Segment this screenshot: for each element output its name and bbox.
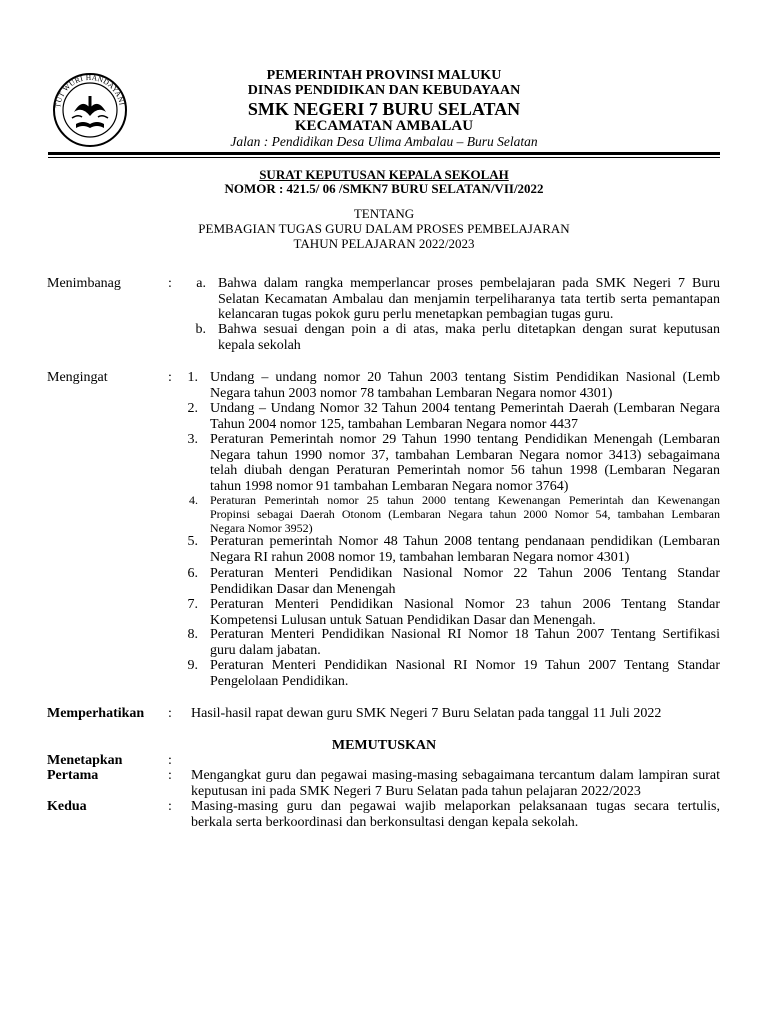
list-marker: 8. (187, 627, 198, 642)
list-item-mengingat-5 (210, 534, 720, 565)
list-marker: a. (196, 276, 206, 291)
pertama-text (191, 768, 720, 799)
text-line: tahun 1998 nomor 91 tambahan Lembaran Negara nomor 3764) (210, 478, 569, 494)
decree-title: SURAT KEPUTUSAN KEPALA SEKOLAH (259, 167, 509, 182)
text-line: kelancaran tugas pokok guru perlu menetapkan pembagian tugas guru. (218, 307, 614, 322)
list-marker: 2. (187, 401, 198, 416)
decree-number: NOMOR : 421.5/ 06 /SMKN7 BURU SELATAN/VII/2022 (224, 181, 544, 196)
list-marker: 6. (187, 566, 198, 581)
decree-subject-2: TAHUN PELAJARAN 2022/2023 (293, 236, 475, 251)
list-item-menimbang-a (218, 276, 720, 323)
section-label-memperhatikan: Memperhatikan (47, 706, 145, 721)
text-line: Kompetensi Lulusan untuk Satuan Pendidikan Dasar dan Menengah. (210, 612, 596, 628)
text-line: Selatan Kecamatan Ambalau dan menjamin terpeliharanya tata tertib serta pemantapan (218, 291, 720, 307)
letterhead-department: DINAS PENDIDIKAN DAN KEBUDAYAAN (247, 83, 521, 98)
list-item-mengingat-2 (210, 401, 720, 432)
text-line: Bahwa sesuai dengan poin a di atas, maka perlu ditetapkan dengan surat keputusan (218, 322, 720, 337)
section-label-menetapkan: Menetapkan (47, 753, 123, 768)
section-label-pertama: Pertama (47, 768, 99, 783)
list-item-mengingat-8 (210, 627, 720, 658)
text-line: Negara Nomor 3952) (210, 521, 313, 535)
section-label-kedua: Kedua (47, 799, 87, 814)
list-item-mengingat-4 (210, 493, 720, 535)
list-item-mengingat-7 (210, 597, 720, 628)
list-marker: 3. (187, 432, 198, 447)
letterhead-province: PEMERINTAH PROVINSI MALUKU (266, 68, 502, 83)
section-colon: : (168, 768, 172, 783)
text-line: telah diubah dengan Peraturan Pemerintah nomor 56 tahun 1998 (Lembaran Negaran (210, 463, 720, 478)
text-line: Peraturan Pemerintah nomor 29 Tahun 1990 tentang Pendidikan Menengah (Lembaran (210, 432, 720, 447)
text-line: Negara tahun 1990 nomor 37, tambahan Lembaran Negara nomor 3413) sebagaimana (210, 447, 720, 463)
text-line: Tahun 2004 nomor 125, tambahan Lembaran Negara nomor 4437 (210, 416, 578, 432)
text-line: Undang – Undang Nomor 32 Tahun 2004 tentang Pemerintah Daerah (Lembaran Negara (210, 401, 720, 416)
svg-text:TUT WURI HANDAYANI: TUT WURI HANDAYANI (53, 72, 127, 109)
text-line: Peraturan Menteri Pendidikan Nasional RI Nomor 18 Tahun 2007 Tentang Sertifikasi (210, 627, 720, 642)
list-item-mengingat-6 (210, 566, 720, 597)
text-line: Peraturan Menteri Pendidikan Nasional Nomor 23 tahun 2006 Tentang Standar (210, 597, 720, 612)
text-line: kepala sekolah (218, 337, 301, 353)
letterhead-school: SMK NEGERI 7 BURU SELATAN (247, 99, 521, 119)
text-line: Negara RI rahun 2008 nomor 19, tambahan lembaran Negara nomor 4301) (210, 549, 630, 565)
list-marker: 7. (187, 597, 198, 612)
list-item-menimbang-b (218, 322, 720, 353)
text-line: Peraturan pemerintah Nomor 48 Tahun 2008 tentang pendanaan pendidikan (Lembaran (210, 534, 720, 549)
text-line: Undang – undang nomor 20 Tahun 2003 tentang Sistim Pendidikan Nasional (Lemb (210, 370, 720, 385)
text-line: Peraturan Menteri Pendidikan Nasional Nomor 22 Tahun 2006 Tentang Standar (210, 566, 720, 581)
letterhead-address: Jalan : Pendidikan Desa Ulima Ambalau – Buru Selatan (230, 134, 538, 149)
text-line: keputusan ini pada SMK Negeri 7 Buru Selatan pada tahun pelajaran 2022/2023 (191, 783, 641, 799)
text-line: Peraturan Pemerintah nomor 25 tahun 2000 tentang Kewenangan Pemerintah dan Kewenangan (210, 493, 720, 507)
text-line: guru dalam jabatan. (210, 642, 321, 658)
list-marker: 4. (189, 493, 198, 507)
section-label-menimbang: Menimbanag (47, 276, 121, 291)
kedua-text (191, 799, 720, 830)
list-marker: 5. (187, 534, 198, 549)
text-line: Peraturan Menteri Pendidikan Nasional RI Nomor 19 Tahun 2007 Tentang Standar (210, 658, 720, 673)
list-marker: 9. (187, 658, 198, 673)
list-marker: 1. (187, 370, 198, 385)
memutuskan-heading: MEMUTUSKAN (331, 738, 437, 753)
memperhatikan-text: Hasil-hasil rapat dewan guru SMK Negeri 7 Buru Selatan pada tanggal 11 Juli 2022 (191, 706, 662, 721)
letterhead-rule-thin (48, 157, 720, 158)
text-line: Mengangkat guru dan pegawai masing-masing sebagaimana tercantum dalam lampiran surat (191, 768, 720, 783)
text-line: Propinsi sebagai Daerah Otonom (Lembaran Negara tahun 2000 Nomor 54, tambahan Lembaran (210, 507, 720, 521)
text-line: berkala serta berkoordinasi dan berkonsultasi dengan kepala sekolah. (191, 814, 579, 830)
text-line: Pengelolaan Pendidikan. (210, 673, 349, 689)
list-item-mengingat-1 (210, 370, 720, 401)
section-colon: : (168, 276, 172, 291)
text-line: Bahwa dalam rangka memperlancar proses pembelajaran pada SMK Negeri 7 Buru (218, 276, 720, 291)
decree-subject-1: PEMBAGIAN TUGAS GURU DALAM PROSES PEMBELAJARAN (198, 221, 570, 236)
list-marker: b. (195, 322, 206, 337)
letterhead-district: KECAMATAN AMBALAU (294, 118, 474, 134)
list-item-mengingat-3 (210, 432, 720, 494)
section-colon: : (168, 706, 172, 721)
section-colon: : (168, 370, 172, 385)
section-colon: : (168, 799, 172, 814)
section-colon: : (168, 753, 172, 768)
text-line: Pendidikan Dasar dan Menengah (210, 581, 396, 597)
text-line: Masing-masing guru dan pegawai wajib melaporkan pelaksanaan tugas secara tertulis, (191, 799, 720, 814)
letterhead-rule-thick (48, 152, 720, 155)
section-label-mengingat: Mengingat (47, 370, 108, 385)
text-line: Negara tahun 2003 nomor 78 tambahan Lembaran Negara nomor 4301) (210, 385, 613, 401)
decree-about: TENTANG (353, 206, 415, 221)
list-item-mengingat-9 (210, 658, 720, 689)
